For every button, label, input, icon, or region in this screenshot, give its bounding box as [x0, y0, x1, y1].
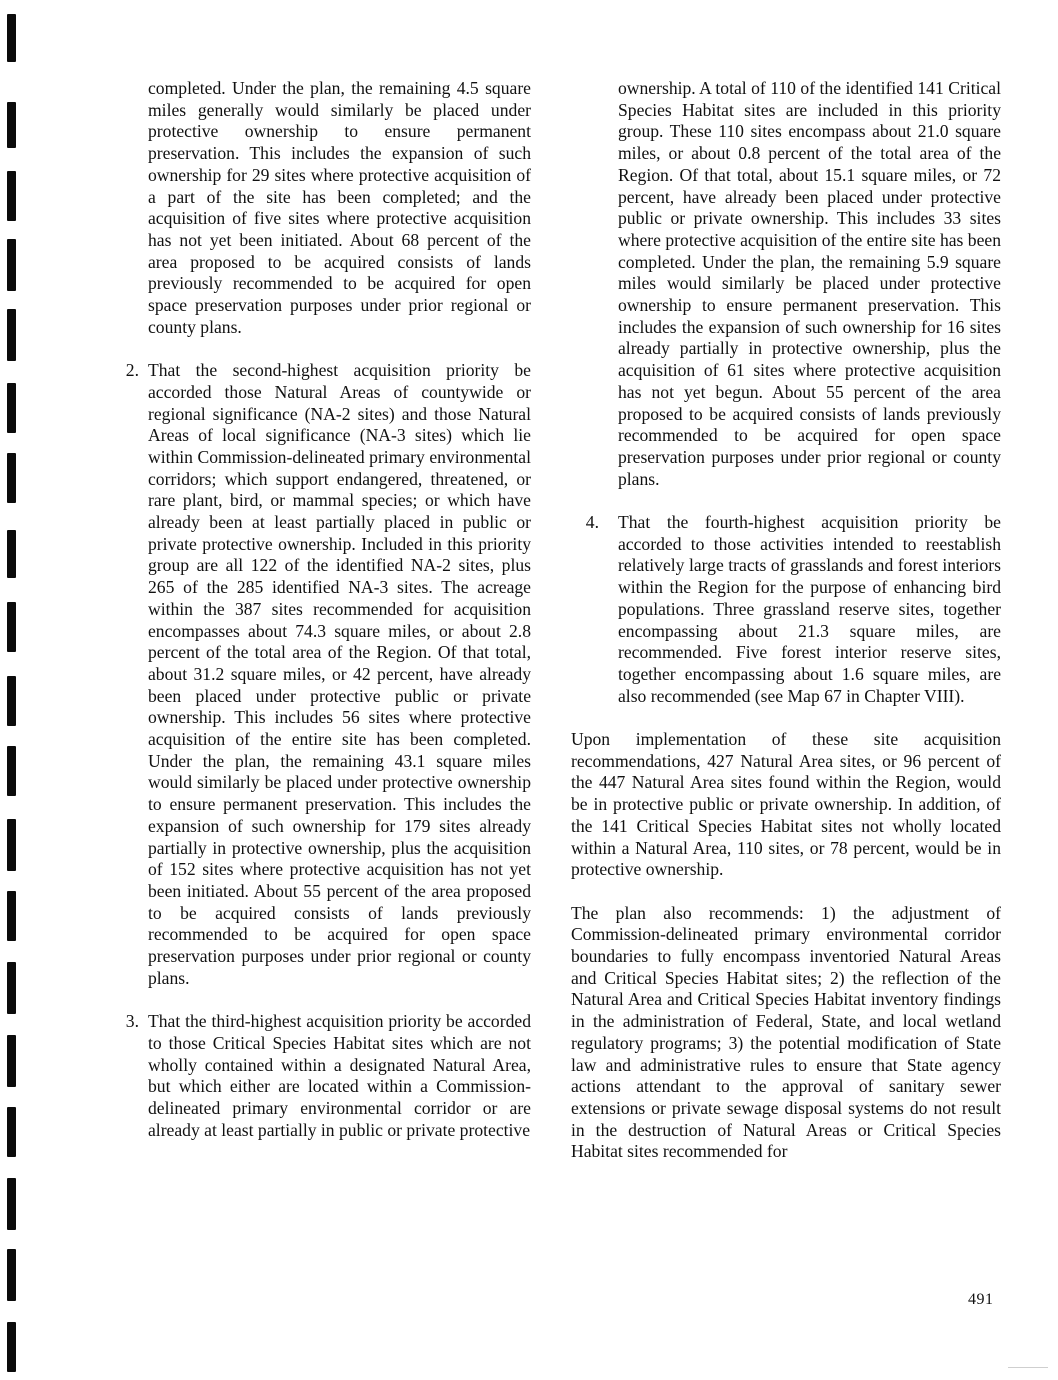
binding-hole [7, 1035, 16, 1087]
list-item-number: 4. [585, 512, 599, 533]
binding-hole [7, 383, 16, 433]
binding-hole [7, 746, 16, 796]
list-item-3-continuation: ownership. A total of 110 of the identified 141 Critical Species Habitat sites are included in this priority group. These 110 sites encompass about 21.0 square miles, or about 0.8 percent of the total area of the Region. Of that total, about 15.1 square miles, or 72 percent, have already been placed under protective public or private ownership. This includes 33 sites where protective acquisition of the entire site has been completed. Under the plan, the remaining 5.9 square miles would similarly be placed under protective ownership to ensure permanent preservation. This includes the expansion of such ownership for 16 sites already partially in protective ownership, plus the acquisition of 61 sites where protective acquisition has not yet begun. About 55 percent of the area proposed to be acquired consists of lands previously recommended to be acquired for open space preservation purposes under prior regional or county plans. [618, 78, 1002, 489]
binding-hole [7, 1322, 16, 1372]
binding-hole [7, 530, 16, 578]
spacer [113, 990, 531, 1012]
scan-mark [1008, 1367, 1048, 1368]
binding-hole [7, 1249, 16, 1301]
list-item-number: 3. [125, 1011, 139, 1032]
binding-holes [0, 0, 30, 1380]
continuation-paragraph: completed. Under the plan, the remaining 4.5 square miles generally would similarly be placed under protective ownership to ensure permanent preservation. This includes the expansion of such ownership for 29 sites where protective acquisition of a part of the site has been completed; and the acquisition of five sites where protective acquisition has not yet been initiated. About 68 percent of the area proposed to be acquired consists of lands previously recommended to be acquired for open space preservation purposes under prior regional or county plans. [148, 78, 531, 337]
binding-hole [7, 453, 16, 503]
list-item-text: That the second-highest acquisition priority be accorded those Natural Areas of countywide or regional significance (NA-2 sites) and those Natural Areas of local significance (NA-3 sites) which lie within Commission-delineated primary environmental corridors; which support endangered, threatened, or rare plant, bird, or mammal species; or which have already been at least partially placed in public or private protective ownership. Included in this priority group are all 122 of the identified NA-2 sites, plus 265 of the 285 identified NA-3 sites. The acreage within the 387 sites recommended for acquisition encompasses about 74.3 square miles, or about 2.8 percent of the total area of the Region. Of that total, about 31.2 square miles, or 42 percent, have already been placed under protective public or private ownership. This includes 56 sites where protective acquisition of the entire site has been completed. Under the plan, the remaining 43.1 square miles would similarly be placed under protective ownership to ensure permanent preservation. This includes the expansion of such ownership for 179 sites already partially in protective ownership, plus the acquisition of 152 sites where protective acquisition has not yet been initiated. About 55 percent of the area proposed to be acquired consists of lands previously recommended to be acquired for open space preservation purposes under prior regional or county plans. [148, 360, 531, 988]
binding-hole [7, 239, 16, 291]
binding-hole [7, 676, 16, 726]
list-item-text: That the third-highest acquisition priority be accorded to those Critical Species Habitat sites which are not wholly contained within a designated Natural Area, but which either are located within a Commission-delineated primary environmental corridor or are already at least partially in public or private protective [148, 1011, 531, 1140]
page-number: 491 [968, 1291, 994, 1308]
binding-hole [7, 819, 16, 871]
list-item-text: That the fourth-highest acquisition priority be accorded to those activities intended to reestablish relatively large tracts of grasslands and forest interiors within the Region for the purpose of enhancing bird populations. Three grassland reserve sites, together encompassing about 21.3 square miles, are recommended. Five forest interior reserve sites, together encompassing about 1.6 square miles, are also recommended (see Map 67 in Chapter VIII). [618, 512, 1001, 706]
binding-hole [7, 891, 16, 941]
list-item-3 [113, 1011, 531, 1141]
binding-hole [7, 1178, 16, 1230]
list-item-2 [113, 360, 531, 989]
binding-hole [7, 309, 16, 361]
list-item-number: 2. [125, 360, 139, 381]
spacer [571, 707, 1001, 729]
binding-hole [7, 102, 16, 148]
binding-hole [7, 171, 16, 221]
body-paragraph: The plan also recommends: 1) the adjustment of Commission-delineated primary environmental corridor boundaries to fully encompass inventoried Natural Areas and Critical Species Habitat sites; 2) the reflection of the Natural Area and Critical Species Habitat inventory findings in the administration of Federal, State, and local wetland regulatory programs; 3) the potential modification of State law and administrative rules to ensure that State agency actions attendant to the approval of sanitary sewer extensions or private sewage disposal systems do not result in the destruction of Natural Areas or Critical Species Habitat sites recommended for [571, 902, 1001, 1162]
binding-hole [7, 602, 16, 652]
binding-hole [7, 1107, 16, 1157]
binding-hole [7, 14, 16, 62]
right-column [571, 78, 1001, 1163]
left-column [113, 78, 531, 1141]
body-paragraph: Upon implementation of these site acquisition recommendations, 427 Natural Area sites, or 96 percent of the 447 Natural Area sites found within the Region, would be in protective public or private ownership. In addition, of the 141 Critical Species Habitat sites not wholly located within a Natural Area, 110 sites, or 78 percent, would be in protective ownership. [571, 729, 1001, 880]
spacer [571, 881, 1001, 903]
list-item-4 [571, 512, 1001, 707]
spacer [113, 338, 531, 360]
spacer [571, 490, 1001, 512]
binding-hole [7, 962, 16, 1014]
